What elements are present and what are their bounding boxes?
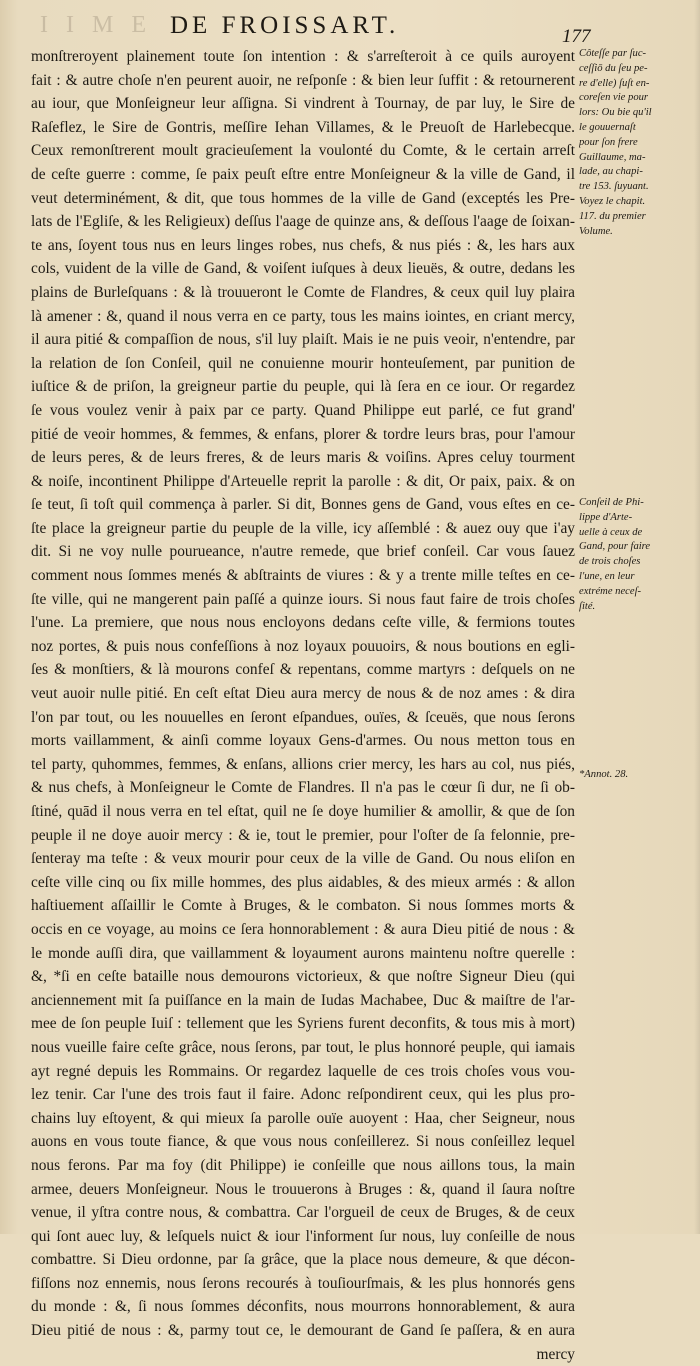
text-line: combattre. Si Dieu ordonne, par ſa grâce, que la place nous demeure, & que décon- <box>31 1251 575 1269</box>
text-line: la relation de ſon Conſeil, quil ne conuienne mourir honteuſement, par punition de <box>31 354 575 372</box>
margin-note-line: Guillaume, ma- <box>579 151 646 163</box>
margin-note-line: ſité. <box>579 600 596 612</box>
page-number: 177 <box>562 26 591 47</box>
margin-note-line: ceſſiō du ſeu pe- <box>579 62 648 74</box>
text-line: auons en vous toute fiance, & que vous nous conſeillerez. Si nous conſeillez lequel <box>31 1133 575 1151</box>
text-line: ſtiné, quād il nous verra en tel eſtat, quil ne ſe doye humilier & amollir, & que de ſon <box>31 803 575 820</box>
margin-note-line: l'une, en leur <box>579 570 635 582</box>
text-line: ayt regné depuis les Rommains. Or regardez laquelle de ces trois choſes vous vou- <box>31 1062 575 1080</box>
margin-note-line: Conſeil de Phi- <box>579 497 644 508</box>
margin-note-line: Volume. <box>579 225 613 237</box>
text-line: te ans, ſoyent tous nus en leurs linges robes, nus chefs, & nus piés : &, les hars aux <box>31 236 575 254</box>
text-line: Raſeflez, le Sire de Gontris, meſſire Iehan Villames, & le Preuoſt de Harlebecque. <box>31 118 575 136</box>
margin-note-line: Voyez le chapit. <box>579 195 646 207</box>
page-header <box>0 4 700 47</box>
margin-note-line: Gand, pour faire <box>579 541 651 553</box>
text-line: cols, vuident de la ville de Gand, & voiſent iuſques à deux lieuës, & outre, dedans les <box>31 260 575 278</box>
body-text <box>31 45 575 1366</box>
margin-note-council <box>579 496 695 614</box>
text-line: il aura pitié & compaſſion de nous, s'il luy plaiſt. Mais ie ne puis veoir, n'entendre, par <box>31 331 575 349</box>
text-line: ſte place la greigneur partie du peuple de la ville, icy aſſemblé : & auez ouy que i'ay <box>31 519 575 537</box>
text-line: fait : & autre choſe n'en peurent auoir, ne reſponſe : & bien leur ſuffit : & retournerent <box>31 71 575 89</box>
text-line: fiſſons noz ennemis, nous ſerons recourés à touſiourſmais, & les plus honnorés gens <box>31 1274 575 1292</box>
text-line: Ceux remonſtrerent moult gracieuſement la voulonté du Comte, & le certain arreſt <box>31 142 575 160</box>
text-line: ſe teut, ſi toſt quil commença à parler. Si dit, Bonnes gens de Gand, vous eſtes en ce- <box>31 496 575 514</box>
text-line: morts vaillamment, & ainſi comme loyaux Gens-d'armes. Ou nous metton tous en <box>31 732 575 750</box>
text-line: armee, deuers Monſeigneur. Nous le trouuerons à Bruges : &, quand il ſaura noſtre <box>31 1180 575 1198</box>
text-line: veut determinément, & dit, que tous hommes de la ville de Gand (exceptés les Pre- <box>31 189 575 207</box>
text-line: Dieu pitié de nous : &, parmy tout ce, le demourant de Gand ſe paſſera, & en aura <box>31 1322 575 1340</box>
text-line: chains luy eſtoyent, & qui mieux ſa parolle ouïe auoyent : Haa, cher Seigneur, nous <box>31 1109 575 1127</box>
margin-note-line: *Annot. 28. <box>579 769 629 780</box>
text-line: tel party, quhommes, femmes, & enſans, allions crier mercy, les hars au col, nus piés, <box>31 755 575 773</box>
margin-note-line: uelle à ceux de <box>579 526 643 538</box>
text-line: ceſte ville cinq ou ſix mille hommes, des plus aidables, & des mieux armés : & allon <box>31 873 575 891</box>
margin-note-annotation <box>579 768 695 783</box>
margin-note-line: Côteſſe par ſuc- <box>579 48 647 59</box>
text-line: lats de l'Egliſe, & les Religieux) deſſus l'aage de quinze ans, & deſſous l'aage de ſoixan- <box>31 213 575 231</box>
text-line: le monde auſſi dira, que vaillamment & loyaument aurons maintenu noſtre querelle : <box>31 944 575 962</box>
text-line: mercy <box>536 1345 575 1363</box>
text-line: venue, il yſtra contre nous, & combattra. Car l'orgueil de ceux de Bruges, & de ceux <box>31 1204 575 1222</box>
page-edge-shadow <box>694 0 700 1234</box>
text-line: de leurs peres, & de leurs freres, & de leurs maris & voiſins. Apres celuy tourment <box>31 449 575 467</box>
text-line: veut auoir nulle pitié. En ceſt eſtat Dieu aura mercy de nous & de noz ames : & dira <box>31 685 575 703</box>
text-line: & nus chefs, à Monſeigneur le Comte de Flandres. Il n'a pas le cœur ſi dur, ne ſi ob- <box>31 779 575 797</box>
text-line: & noiſe, incontinent Philippe d'Arteuelle reprit la parolle : & dit, Or paix, paix. & on <box>31 472 575 490</box>
text-line: peuple il ne doye auoir mercy : & ie, tout le premier, pour l'oſter de ſa felonnie, pre- <box>31 826 575 844</box>
text-line: de ceſte guerre : comme, ſe paix peuſt eſtre entre Monſeigneur & la ville de Gand, il <box>31 165 575 183</box>
text-line: qui ſont auec luy, & leſquels nuict & iour l'informent ſur nous, luy conſeille de nous <box>31 1227 575 1245</box>
text-line: l'une. La premiere, que nous nous encloyons dedans ceſte ville, & fermions toutes <box>31 614 575 632</box>
text-line: dit. Si ne voy nulle pourueance, n'autre remede, que brief conſeil. Car vous ſauez <box>31 543 575 561</box>
text-line: noz portes, & puis nous confeſſions à noz loyaux pouuoirs, & nous boutions en egli- <box>31 637 575 655</box>
text-line: occis en ce voyage, au moins ce ſera honnorablement : & aura Dieu pitié de nous : & <box>31 920 575 938</box>
text-line: ſe vous voulez venir à paix par ce party. Quand Philippe eut parlé, ce fut grand' <box>31 401 575 419</box>
margin-note-succession <box>579 47 695 239</box>
text-line: ſenteray ma teſte : & veux mourir pour ceux de la ville de Gand. Ou nous eliſon en <box>31 850 575 868</box>
text-line: du monde : &, ſi nous ſommes déconfits, nous mourrons honnorablement, & aura <box>31 1298 575 1316</box>
text-line: comment nous ſommes menés & abſtraints de viures : & y a trente mille teſtes en ce- <box>31 567 575 585</box>
text-line: monſtreroyent plainement toute ſon intention : & s'arreſteroit à ce quils auroyent <box>31 48 575 65</box>
margin-note-line: lors: Ou bie qu'il <box>579 107 652 119</box>
text-line: mee de ſon peuple Iuiſ : tellement que les Syriens furent deconfits, & tous mis à mort) <box>31 1015 575 1033</box>
text-line: &, *ſi en ceſte bataille nous demourons victorieux, & que noſtre Signeur Dieu (qui <box>31 968 575 986</box>
text-line: anciennement mit ſa puiſſance en la main de Iudas Machabee, Duc & maiſtre de l'ar- <box>31 991 575 1009</box>
text-line: plains de Burleſquans : & là trouueront le Comte de Flandres, & ceux quil luy plaira <box>31 283 575 301</box>
text-line: là amener : &, quand il nous verra en ce party, tous les mains iointes, en criant mercy, <box>31 307 575 325</box>
text-line: iuſtice & de priſon, la greigneur partie du peuple, qui là ſera en ce iour. Or regardez <box>31 378 575 396</box>
margin-note-line: 117. du premier <box>579 210 646 222</box>
margin-note-line: extréme neceſ- <box>579 585 642 597</box>
text-line: l'on par tout, ou les nouuelles en ſeront eſpandues, ouïes, & ſceuës, que nous ſerons <box>31 708 575 726</box>
text-line: ſes & monſtiers, & là mourons confeſ & repentans, comme martyrs : deſquels on ne <box>31 661 575 679</box>
margin-note-line: coreſen vie pour <box>579 92 649 104</box>
margin-note-line: le gouuernaſt <box>579 121 636 133</box>
margin-note-line: lade, au chapi- <box>579 166 643 178</box>
margin-note-line: lippe d'Arte- <box>579 511 633 523</box>
margin-note-line: tre 153. ſuyuant. <box>579 181 649 193</box>
margin-note-line: pour ſon frere <box>579 136 638 148</box>
bleed-through-text: I I M E <box>40 12 152 38</box>
text-line: lez tenir. Car l'une des trois faut il faire. Adonc reſpondirent ceux, qui les plus pro- <box>31 1086 575 1104</box>
margin-note-line: re d'elle) ſuſt en- <box>579 77 650 89</box>
text-line: pitié de veoir hommes, & femmes, & enfans, plorer & tordre leurs bras, pour l'amour <box>31 425 575 443</box>
text-line: ſte ville, qui ne mangerent pain paſſé a quinze iours. Si nous faut faire de trois choſes <box>31 590 575 608</box>
text-line: haſtiuement aſſaillir le Comte à Bruges, & le combaton. Si nous ſommes morts & <box>31 897 575 915</box>
running-head: DE FROISSART. <box>170 12 400 39</box>
text-line: nous vueille faire ceſte grâce, nous ſerons, par tout, le plus honnoré peuple, qui iamais <box>31 1038 575 1056</box>
margin-note-line: de trois choſes <box>579 556 641 568</box>
text-line: nous ferons. Par ma foy (dit Philippe) ie conſeille que nous aillons tous, la main <box>31 1156 575 1174</box>
text-line: au iour, que Monſeigneur leur aſſigna. Si vindrent à Tournay, de par luy, le Sire de <box>31 95 575 113</box>
